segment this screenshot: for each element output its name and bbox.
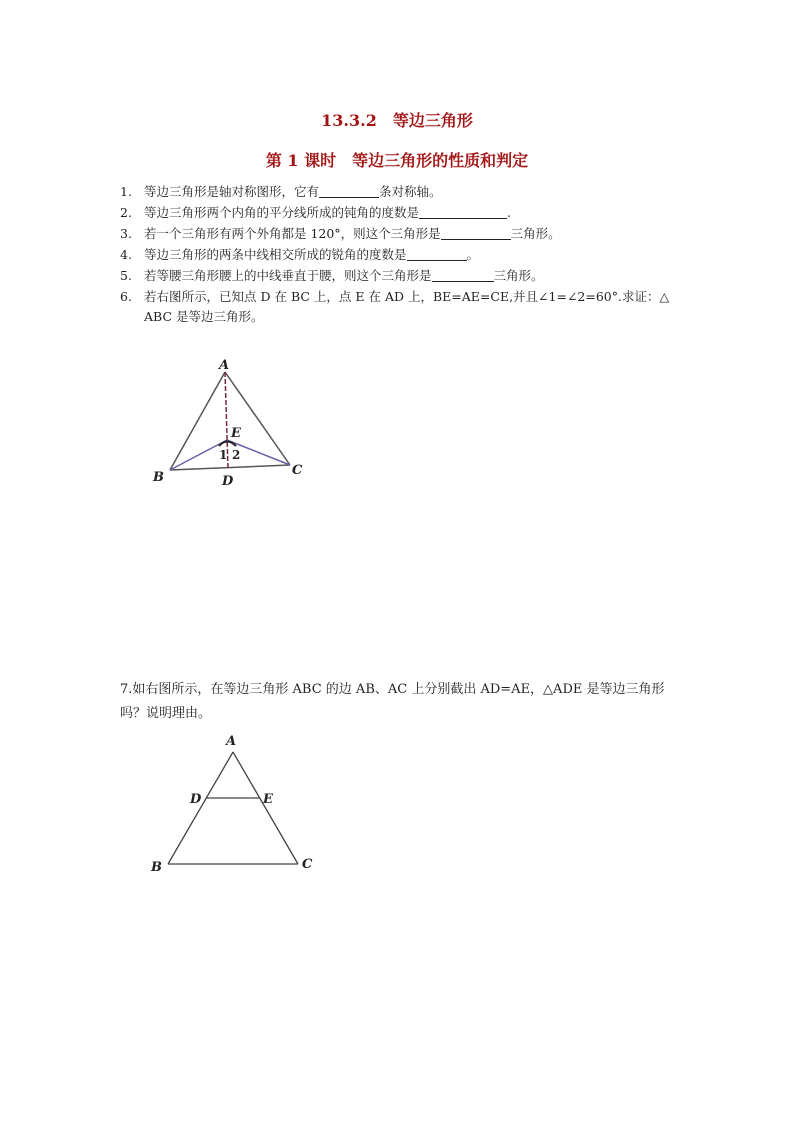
segment-AC [233,752,298,864]
question-text: 若等腰三角形腰上的中线垂直于腰，则这个三角形是 [144,268,432,283]
page-subtitle: 第 1 课时 等边三角形的性质和判定 [265,151,529,170]
label-angle-2: 2 [232,448,241,462]
question-text: 等边三角形的两条中线相交所成的锐角的度数是 [144,247,407,262]
question-7-continued: 吗？说明理由。 [120,706,212,721]
question-text-end: 三角形。 [493,268,544,283]
segment-AB [168,752,233,864]
label-E: E [263,792,273,807]
question-number: 1. [120,184,132,199]
label-angle-1: 1 [219,448,228,462]
question-number: 4. [120,247,132,262]
question-number: 5. [120,268,132,283]
question-text-end: . [507,205,511,220]
question-text: 等边三角形两个内角的平分线所成的钝角的度数是 [144,205,420,220]
question-text: 若一个三角形有两个外角都是 120°，则这个三角形是 [144,226,441,241]
question-number: 6. [120,289,132,304]
question-text-end: 三角形。 [510,226,561,241]
label-A: A [226,734,237,749]
label-B: B [153,470,164,485]
label-C: C [292,463,303,478]
question-number: 3. [120,226,132,241]
label-C: C [302,857,313,872]
question-text: 若右图所示，已知点 D 在 BC 上，点 E 在 AD 上，BE=AE=CE,并且∠1=∠2=60°.求证：△ [144,289,670,304]
label-D: D [190,792,202,807]
label-A: A [219,358,230,373]
page-title: 13.3.2 等边三角形 [321,111,473,130]
question-text-end: 条对称轴。 [379,184,442,199]
question-text-end: 。 [466,247,480,262]
question-6-continued: ABC 是等边三角形。 [144,309,264,324]
question-number: 2. [120,205,132,220]
question-7: 7.如右图所示，在等边三角形 ABC 的边 AB、AC 上分别截出 AD=AE，△ADE 是等边三角形 [120,682,665,697]
question-text: 等边三角形是轴对称图形，它有 [144,184,320,199]
label-E: E [231,426,241,441]
label-B: B [151,860,162,875]
label-D: D [222,474,234,489]
